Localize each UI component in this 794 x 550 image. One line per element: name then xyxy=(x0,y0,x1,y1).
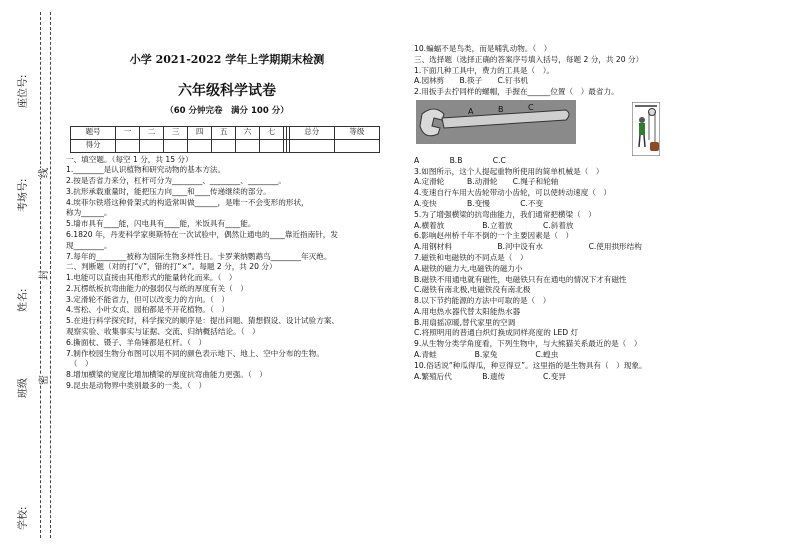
question-line: A.用钢材料 B.河中设有水 C.使用拱形结构 xyxy=(414,242,642,252)
score-table-header-row xyxy=(71,126,380,139)
question-line: 1.电能可以直接由其他形式的能量转化而来。（ ） xyxy=(66,273,237,283)
question-line: 3.如图所示，这个人提起重物所使用的简单机械是（ ） xyxy=(414,166,604,176)
question-line: 3.定滑轮不能省力，但可以改变力的方向。（ ） xyxy=(66,294,229,304)
cut-line-inner xyxy=(50,12,51,538)
exam-meta: （60 分钟完卷 满分 100 分） xyxy=(165,106,289,117)
question-line: 一、填空题。（每空 1 分，共 15 分） xyxy=(66,154,193,164)
question-line: 7.制作校园生物分布图可以用不同的颜色表示地下、地上、空中分布的生物。 xyxy=(66,348,324,358)
person-leg xyxy=(644,135,645,147)
question-line: 4.变速自行车用大齿轮带动小齿轮，可以使转动速度（ ） xyxy=(414,188,612,198)
score-cell xyxy=(260,139,284,152)
question-line: A.青蛙 B.家兔 C.蝗虫 xyxy=(414,349,559,359)
seal-char-feng: 封 xyxy=(35,270,50,280)
wrench-label-a: A xyxy=(468,106,474,116)
score-cell xyxy=(289,139,334,152)
question-line: 10.俗话说“种瓜得瓜，种豆得豆”。这里指的是生物具有（ ）现象。 xyxy=(414,360,647,370)
question-line: 10.蝙蝠不是鸟类，而是哺乳动物。（ ） xyxy=(414,44,552,53)
exam-room-label: 考场号: xyxy=(18,178,29,212)
question-line: 4.雪松、小叶女贞、园柏都是不开花植物。（ ） xyxy=(66,305,229,315)
class-label: 班级 xyxy=(18,378,29,398)
pulley-wheel xyxy=(649,108,656,115)
question-line: 3.抗形承载重量时，能把压力向____和____传递继续的部分。 xyxy=(66,186,271,196)
score-cell: 一 xyxy=(116,126,140,139)
question-line: 7.每年的________被称为国际生物多样性日。卡罗莱纳鹦鹉鸟________年灭绝。 xyxy=(66,251,332,261)
question-line: 6.1820 年，丹麦科学家奥斯特在一次试验中，偶然让通电的____靠近指南针，发 xyxy=(66,230,338,240)
score-table xyxy=(70,126,380,153)
question-line: 9.昆虫是动物界中类别最多的一类。（ ） xyxy=(66,380,207,390)
right-column xyxy=(414,0,786,382)
question-line: 观察实验、收集事实与证据、交流、归纳概括结论。（ ） xyxy=(66,327,260,337)
question-line: A.定滑轮 B.动滑轮 C.绳子和轮轴 xyxy=(414,177,559,187)
question-line: A.繁殖后代 B.遗传 C.变异 xyxy=(414,371,566,381)
question-line: 5.在进行科学探究时，科学探究的顺序是：提出问题、猜想假设、设计试验方案、 xyxy=(66,316,340,326)
score-cell: 题号 xyxy=(71,126,116,139)
score-cell: 三 xyxy=(164,126,188,139)
question-line: 6.影响赵州桥千年不倒的一个主要因素是（ ） xyxy=(414,231,574,241)
person-head xyxy=(639,117,645,123)
question-line: C.将照明用的普通白炽灯换成同样亮度的 LED 灯 xyxy=(414,328,579,338)
score-cell xyxy=(236,139,260,152)
wrench-label-c: C xyxy=(528,102,534,112)
binding-margin xyxy=(0,0,60,550)
wrench-label-b: B xyxy=(498,104,504,114)
figure-row xyxy=(414,98,786,156)
score-cell: 六 xyxy=(236,126,260,139)
person-leg xyxy=(639,135,640,147)
question-line: A B.B C.C xyxy=(414,155,506,165)
score-cell: 等级 xyxy=(334,126,379,139)
pulley-figure xyxy=(632,102,660,156)
question-line: 2.瓦楞纸板抗弯曲能力的强弱仅与纸的厚度有关（ ） xyxy=(66,283,248,293)
question-line: 2.按是否省力来分，杠杆可分为________、________、________。 xyxy=(66,176,286,186)
name-label: 姓名: xyxy=(18,288,29,312)
score-cell: 二 xyxy=(140,126,164,139)
question-line: A.磁铁的磁力大,电磁铁的磁力小 xyxy=(414,263,523,273)
score-cell: 总分 xyxy=(289,126,334,139)
school-label: 学校: xyxy=(18,506,29,530)
question-line: 1.下面几种工具中，费力的工具是（ ）。 xyxy=(414,65,555,75)
right-question-list-bottom xyxy=(414,156,786,382)
question-line: 1.________是认识植物和研究动物的基本方法。 xyxy=(66,165,226,175)
score-cell xyxy=(334,139,379,152)
score-cell xyxy=(140,139,164,152)
question-line: 5.墙市具有____能，闪电具有____能，米饭具有____能。 xyxy=(66,219,256,229)
question-line: 2.用扳手去拧同样的螺帽，手握在______位置（ ）最省力。 xyxy=(414,87,619,97)
seal-char-xian: 线 xyxy=(35,168,50,178)
exam-subtitle: 六年级科学试卷 xyxy=(178,82,276,99)
question-line: C.磁铁有南北极,电磁铁没有南北极 xyxy=(414,285,531,295)
score-cell xyxy=(212,139,236,152)
right-question-list-top xyxy=(414,44,786,98)
score-cell xyxy=(164,139,188,152)
question-line: A.变快 B.变慢 C.不变 xyxy=(414,199,544,209)
left-column xyxy=(66,0,388,392)
question-line: 8.以下节约能源的方法中可取的是（ ） xyxy=(414,296,551,306)
question-line: 8.增加横梁的宽度比增加横梁的厚度抗弯曲能力更强。（ ） xyxy=(66,370,267,380)
question-line: 5.为了增强横梁的抗弯曲能力，我们通常把横梁（ ） xyxy=(414,209,596,219)
pulley-weight xyxy=(650,142,659,151)
question-line: B.磁铁不用通电就有磁性，电磁铁只有在通电的情况下才有磁性 xyxy=(414,274,627,284)
person-body xyxy=(639,123,645,135)
question-line: A.园林剪 B.筷子 C.钉书机 xyxy=(414,76,528,86)
score-cell xyxy=(116,139,140,152)
question-line: 7.磁铁和电磁铁的不同点是（ ） xyxy=(414,252,528,262)
score-cell xyxy=(188,139,212,152)
score-cell: 七 xyxy=(260,126,284,139)
question-line: 现________。 xyxy=(66,240,112,250)
question-line: 6.撕面杖、镊子、羊角锤都是杠杆。（ ） xyxy=(66,337,207,347)
question-line: 4.埃菲尔铁塔这种骨架式的构造常叫做______，是唯一不会变形的形状， xyxy=(66,197,309,207)
exam-title: 小学 2021-2022 学年上学期期末检测 xyxy=(129,53,325,66)
seat-label: 座位号: xyxy=(18,74,29,108)
left-question-list xyxy=(66,155,388,392)
score-table-score-row xyxy=(71,139,380,152)
seal-char-mi: 密 xyxy=(35,375,50,385)
score-cell: 五 xyxy=(212,126,236,139)
question-line: 二、判断题（对的打“√”，错的打“×”。每题 2 分，共 20 分） xyxy=(66,262,277,272)
question-line: 9.从生物分类学角度看，下列生物中，与大熊猫关系最近的是（ ） xyxy=(414,339,642,349)
wrench-figure xyxy=(416,100,576,144)
question-line: A.用电热水器代替太阳能热水器 xyxy=(414,306,521,316)
score-cell: 得分 xyxy=(71,139,116,152)
question-line: A.横着放 B.立着放 C.斜着放 xyxy=(414,220,574,230)
question-line: （ ） xyxy=(66,359,93,369)
question-line: B.用扇摇凉暖,替代家里的空调 xyxy=(414,317,516,327)
question-line: 三、选择题（选择正确的答案序号填入括号，每题 2 分，共 20 分） xyxy=(414,54,644,64)
score-cell: 四 xyxy=(188,126,212,139)
question-line: 称为______。 xyxy=(66,208,112,218)
